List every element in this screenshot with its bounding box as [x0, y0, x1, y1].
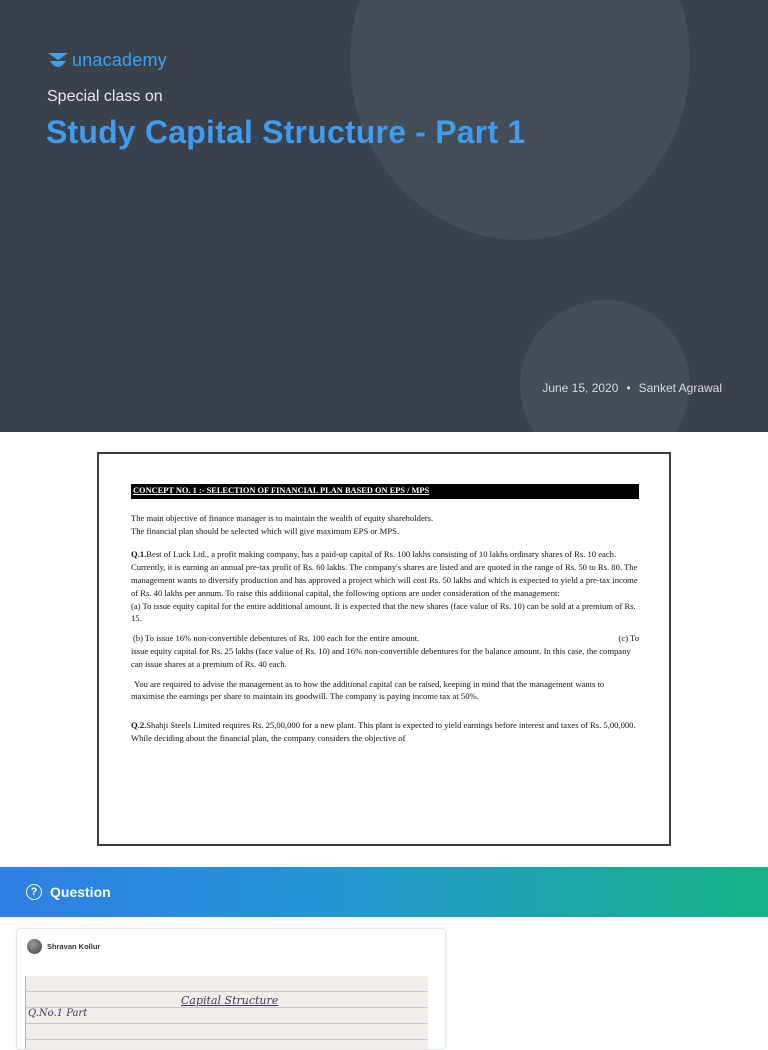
avatar[interactable] [27, 939, 42, 954]
question-section-header [0, 867, 768, 917]
slide-meta [542, 381, 722, 395]
notes-slide [0, 432, 768, 867]
question-section-title: Question [50, 884, 111, 900]
question-label: Q.2. [131, 720, 147, 731]
question-text: Best of Luck Ltd., a profit making company, has a paid-up capital of Rs. 100 lakhs consisting of 10 lakhs ordinary shares of Rs. 10 each. Currently, it is earning an annual pre-tax profit of Rs. 60 lakhs. The company's shares are listed and are quoted in the range of Rs. 50 to Rs. 80. The management wants to diversify production and has approved a project which will cost Rs. 50 lakhs and which is expected to yield a pre-tax income of Rs. 40 lakhs per annum. To raise this additional capital, the following options are under consideration of the management: [131, 549, 638, 598]
question-2 [131, 719, 639, 745]
intro-line: The main objective of finance manager is to maintain the wealth of equity shareholders. [131, 512, 434, 523]
option-c: issue equity capital for Rs. 25 lakhs (face value of Rs. 10) and 16% non-convertible debentures for the balance amount. In this case, the company can issue shares at a premium of Rs. 40 each. [131, 645, 631, 669]
question-label: Q.1. [131, 549, 147, 560]
brand-name: unacademy [72, 50, 167, 70]
slide-title: Study Capital Structure - Part 1 [46, 114, 526, 150]
slide-subtitle: Special class on [47, 88, 163, 105]
author-name[interactable]: Shravan Kollur [47, 942, 101, 951]
question-icon: ? [26, 884, 42, 900]
option-b: (b) To issue 16% non-convertible debentures of Rs. 100 each for the entire amount. [133, 633, 420, 644]
unacademy-logo-icon [47, 51, 69, 71]
lesson-cover-slide [0, 0, 768, 432]
question-author[interactable] [27, 939, 100, 954]
option-b-row [131, 632, 639, 645]
meta-separator: • [626, 381, 631, 395]
brand-logo [47, 50, 167, 71]
notes-content [131, 484, 639, 745]
decorative-circle [520, 300, 690, 432]
option-c-start: (c) To [618, 633, 639, 644]
advice-text: You are required to advise the management as to how the additional capital can be raised, keeping in mind that the management wants to maximise the earnings per share to maintain its goodwill. The company is paying income tax at 50%. [131, 678, 605, 702]
question-card[interactable] [16, 928, 446, 1050]
question-photo[interactable] [25, 976, 428, 1050]
notes-page [97, 452, 671, 846]
question-1 [131, 548, 639, 599]
educator-name: Sanket Agrawal [638, 381, 722, 395]
handwriting-line: Q.No.1 Part [28, 1008, 88, 1019]
intro-line: The financial plan should be selected which will give maximum EPS or MPS. [131, 525, 400, 536]
lesson-date: June 15, 2020 [542, 381, 619, 395]
question-text: Shahji Steels Limited requires Rs. 25,00,000 for a new plant. This plant is expected to yield earnings before interest and taxes of Rs. 5,00,000. While deciding about the financial plan, the company considers the objective of [131, 720, 636, 743]
handwriting-title: Capital Structure [181, 994, 279, 1007]
concept-heading: CONCEPT NO. 1 :- SELECTION OF FINANCIAL PLAN BASED ON EPS / MPS [131, 484, 639, 499]
option-a: (a) To issue equity capital for the entire additional amount. It is expected that the new shares (face value of Rs. 10) can be sold at a premium of Rs. 15. [131, 600, 636, 624]
